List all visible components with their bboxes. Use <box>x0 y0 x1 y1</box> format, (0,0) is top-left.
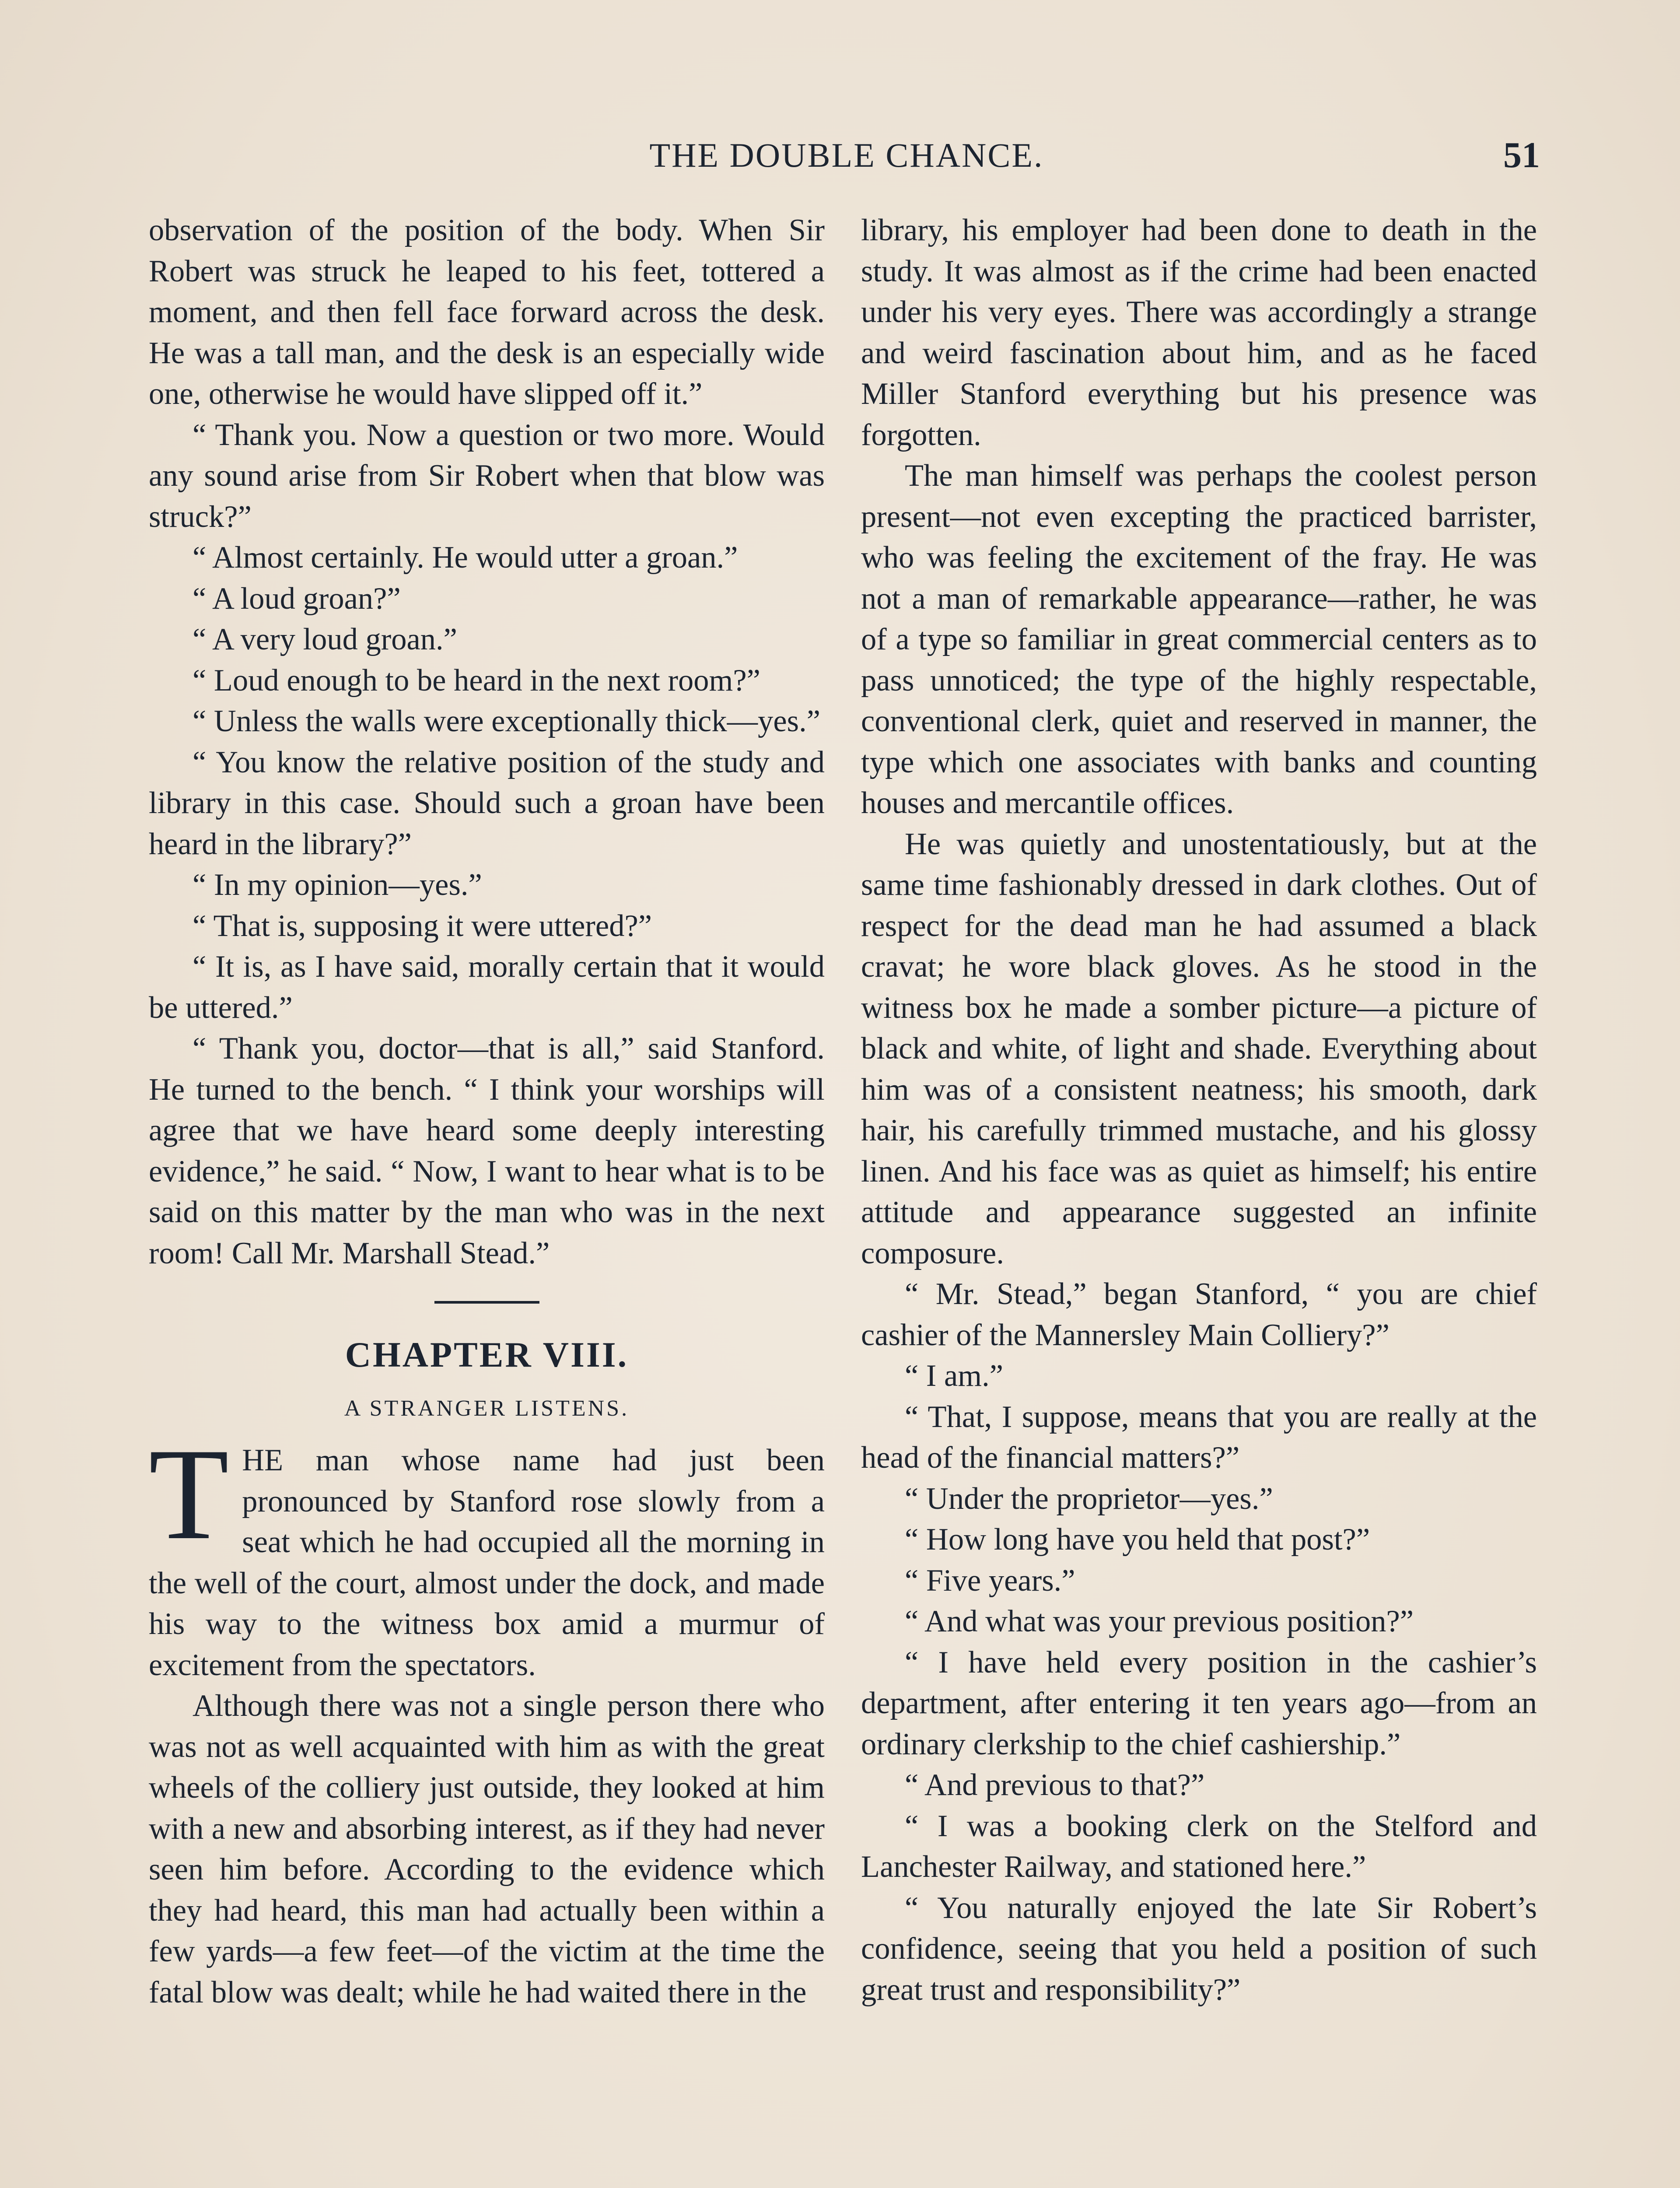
paragraph: “ That, I suppose, means that you are really at the head of the financial matters?” <box>861 1399 1537 1475</box>
drop-cap: T <box>149 1421 229 1567</box>
left-column <box>149 210 825 2013</box>
paragraph: “ Mr. Stead,” began Stanford, “ you are chief cashier of the Mannersley Main Colliery?” <box>861 1277 1537 1352</box>
right-column <box>861 210 1537 2010</box>
paragraph: “ I am.” <box>905 1359 1004 1393</box>
chapter-opening-paragraph <box>149 1421 825 1686</box>
paragraph: “ How long have you held that post?” <box>905 1522 1370 1557</box>
chapter-subtitle: A STRANGER LISTENS. <box>344 1396 630 1421</box>
chapter-title: CHAPTER VIII. <box>345 1335 629 1375</box>
paragraph: “ Under the proprietor—yes.” <box>905 1481 1273 1516</box>
paragraph: “ Thank you. Now a question or two more. Would any sound arise from Sir Robert when that blow was struck?” <box>149 417 825 534</box>
paragraph: “ You naturally enjoyed the late Sir Robert’s confidence, seeing that you held a position of such great trust and responsibility?” <box>861 1890 1537 2007</box>
paragraph: “ A very loud groan.” <box>192 622 457 656</box>
paragraph: “ That is, supposing it were uttered?” <box>192 908 652 943</box>
paragraph: “ It is, as I have said, morally certain that it would be uttered.” <box>149 950 825 1025</box>
paragraph: “ In my opinion—yes.” <box>192 868 482 902</box>
paragraph: “ Thank you, doctor—that is all,” said Stanford. He turned to the bench. “ I think your worships will agree that we have heard some deeply interesting evidence,” he said. “ Now, I want to hear what is to be said on this matter by the man who was in the next room! Call Mr. Marshall Stead.” <box>149 1031 825 1270</box>
paragraph: He was quietly and unostentatiously, but at the same time fashionably dressed in dark clothes. Out of respect for the dead man he had assumed a black cravat; he wore black gloves. As he stood in the witness box he made a somber picture—a picture of black and white, of light and shade. Everything about him was of a consistent neatness; his smooth, dark hair, his carefully trimmed mustache, and his glossy linen. And his face was as quiet as himself; his entire attitude and appearance suggested an infinite composure. <box>861 827 1537 1270</box>
page-number: 51 <box>1503 135 1540 175</box>
page-header <box>149 131 1544 184</box>
chapter-divider <box>434 1301 539 1304</box>
paragraph: “ A loud groan?” <box>192 581 401 616</box>
paragraph: “ Almost certainly. He would utter a groan.” <box>192 540 738 575</box>
opening-text: HE man whose name had just been pronounced by Stanford rose slowly from a seat which he had occupied all the morning in the well of the court, almost under the dock, and made his way to the witness box amid a murmur of excitement from the spectators. <box>149 1443 825 1682</box>
paragraph: “ Unless the walls were exceptionally thick—yes.” <box>192 704 820 738</box>
running-title: THE DOUBLE CHANCE. <box>649 136 1044 174</box>
paragraph: “ I have held every position in the cashier’s department, after entering it ten years ago—from an ordinary clerkship to the chief cashiership.” <box>861 1645 1537 1761</box>
paragraph: observation of the position of the body. When Sir Robert was struck he leaped to his feet, tottered a moment, and then fell face forward across the desk. He was a tall man, and the desk is an especially wide one, otherwise he would have slipped off it.” <box>149 213 825 411</box>
paragraph: Although there was not a single person there who was not as well acquainted with him as with the great wheels of the colliery just outside, they looked at him with a new and absorbing interest, as if they had never seen him before. According to the evidence which they had heard, this man had actually been within a few yards—a few feet—of the victim at the time the fatal blow was dealt; while he had waited there in the <box>149 1689 825 2009</box>
paragraph: “ I was a booking clerk on the Stelford and Lanchester Railway, and stationed here.” <box>861 1809 1537 1884</box>
paragraph: “ Loud enough to be heard in the next room?” <box>192 663 760 698</box>
paragraph: “ And what was your previous position?” <box>905 1604 1414 1638</box>
paragraph: “ And previous to that?” <box>905 1768 1205 1802</box>
paragraph: library, his employer had been done to death in the study. It was almost as if the crime had been enacted under his very eyes. There was accordingly a strange and weird fascination about him, and as he faced Miller Stanford everything but his presence was forgotten. <box>861 213 1537 452</box>
paragraph: “ You know the relative position of the study and library in this case. Should such a groan have been heard in the library?” <box>149 745 825 861</box>
paragraph: “ Five years.” <box>905 1563 1075 1598</box>
paragraph: The man himself was perhaps the coolest person present—not even excepting the practiced barrister, who was feeling the excitement of the fray. He was not a man of remarkable appearance—rather, he was of a type so familiar in great commercial centers as to pass unnoticed; the type of the highly respectable, conventional clerk, quiet and reserved in manner, the type which one associates with banks and counting houses and mercantile offices. <box>861 459 1537 820</box>
